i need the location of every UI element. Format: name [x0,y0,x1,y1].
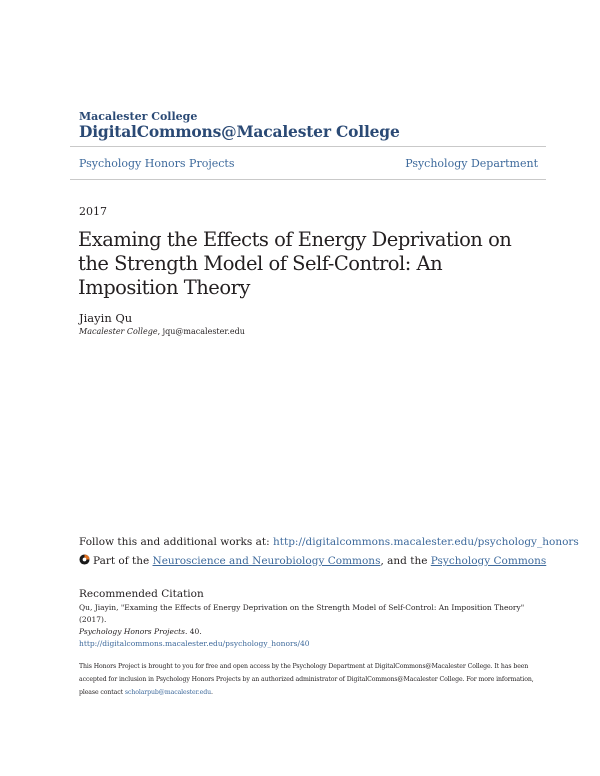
citation-block [79,602,539,650]
citation-text: Qu, Jiayin, "Examing the Effects of Energy Deprivation on the Strength Model of Self-Control: An Imposition Theory" (2017). [79,603,525,624]
publication-year: 2017 [79,205,107,218]
affiliation-separator: , [157,327,163,336]
psychology-commons-link[interactable]: Psychology Commons [430,555,547,567]
author-name: Jiayin Qu [79,311,133,325]
author-email: jqu@macalester.edu [162,327,245,336]
follow-url-link[interactable]: http://digitalcommons.macalester.edu/psychology_honors [273,536,579,548]
follow-line [79,536,579,548]
series-link[interactable]: Psychology Honors Projects [79,157,235,170]
paper-title: Examing the Effects of Energy Deprivation on the Strength Model of Self-Control: An Imposition Theory [78,228,512,299]
citation-source [79,626,539,638]
contact-email-link[interactable]: scholarpub@macalester.edu [124,689,211,696]
bepress-commons-icon [79,554,90,565]
citation-url-link[interactable]: http://digitalcommons.macalester.edu/psychology_honors/40 [79,639,310,648]
middle-divider [70,179,546,180]
follow-label: Follow this and additional works at: [79,536,273,548]
footer-notice [79,660,541,699]
footer-line-2: accepted for inclusion in Psychology Honors Projects by an authorized administrator of DigitalCommons@Macalester College. For more information, [79,676,534,683]
footer-line-3 [79,686,541,699]
part-of-middle: , and the [380,555,431,567]
department-link[interactable]: Psychology Department [405,157,538,170]
institution-name: Macalester College [79,110,198,123]
footer-period: . [210,689,213,696]
top-divider [70,146,546,147]
part-of-prefix: Part of the [93,555,153,567]
repository-name: DigitalCommons@Macalester College [79,122,400,141]
affiliation-institution: Macalester College [79,327,158,336]
recommended-citation-heading: Recommended Citation [79,588,204,600]
author-affiliation [79,327,245,336]
citation-number: . 40. [185,627,202,636]
citation-journal: Psychology Honors Projects [79,627,186,636]
neuroscience-commons-link[interactable]: Neuroscience and Neurobiology Commons [152,555,381,567]
footer-contact-label: please contact [79,689,125,696]
footer-line-1: This Honors Project is brought to you for free and open access by the Psychology Department at DigitalCommons@Macalester College. It has been [79,663,529,670]
part-of-line [79,554,546,567]
